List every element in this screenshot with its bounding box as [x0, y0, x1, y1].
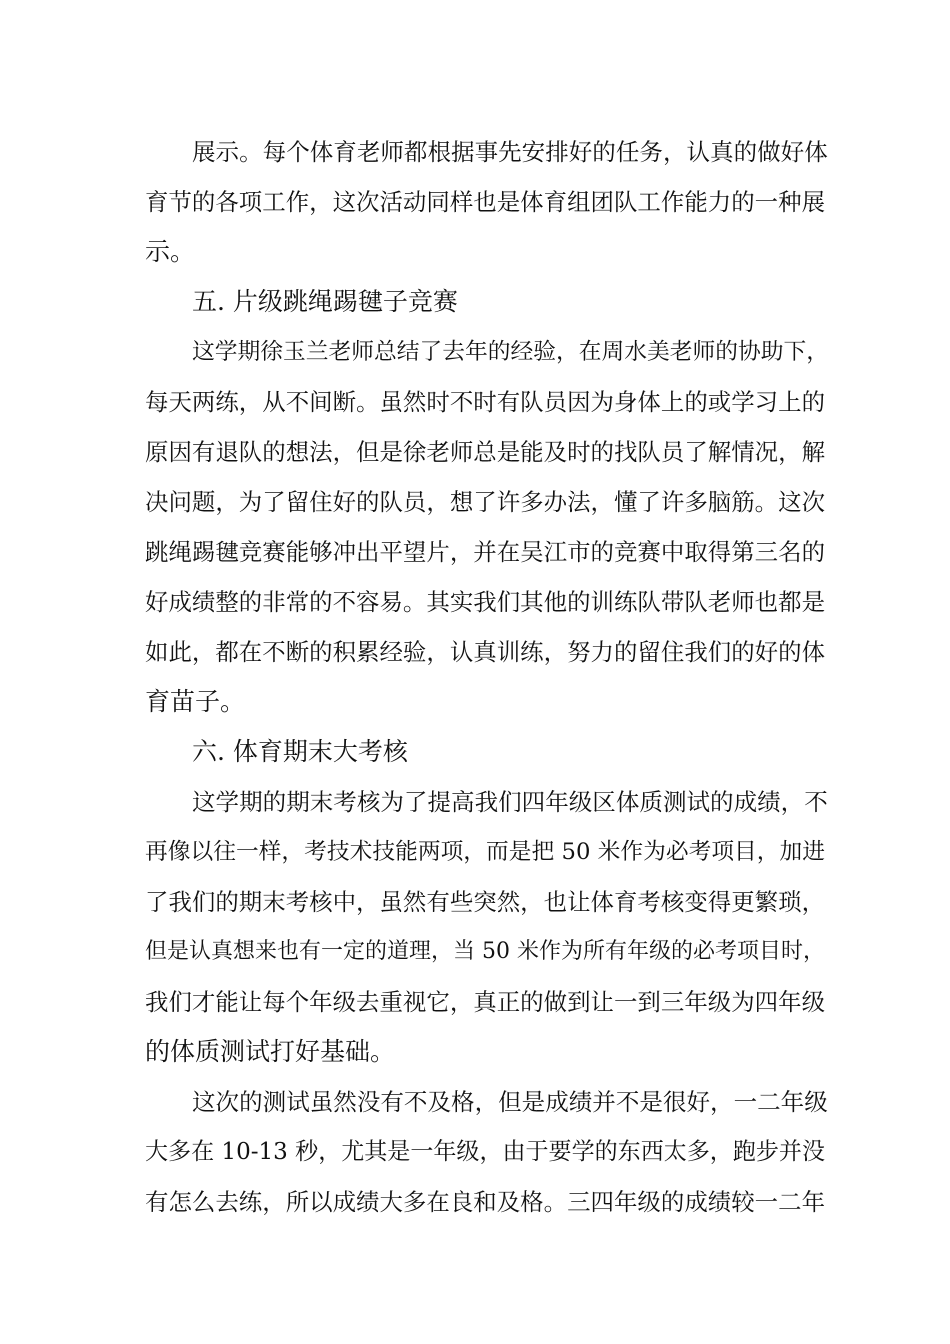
text-line: 如此，都在不断的积累经验，认真训练，努力的留住我们的好的体	[145, 638, 825, 666]
text-line: 好成绩整的非常的不容易。其实我们其他的训练队带队老师也都是	[145, 588, 825, 616]
text-line: 这学期徐玉兰老师总结了去年的经验，在周水美老师的协助下，	[192, 339, 829, 365]
text-line: 有怎么去练，所以成绩大多在良和及格。三四年级的成绩较一二年	[145, 1188, 825, 1216]
text-line: 原因有退队的想法，但是徐老师总是能及时的找队员了解情况，解	[145, 438, 825, 466]
text-line: 了我们的期末考核中，虽然有些突然，也让体育考核变得更繁琐，	[145, 888, 825, 916]
text-line: 这学期的期末考核为了提高我们四年级区体质测试的成绩，不	[192, 788, 828, 816]
text-line: 但是认真想来也有一定的道理，当 50 米作为所有年级的必考项目时，	[145, 939, 825, 964]
text-line: 每天两练，从不间断。虽然时不时有队员因为身体上的或学习上的	[145, 388, 825, 416]
text-line: 再像以往一样，考技术技能两项，而是把 50 米作为必考项目，加进	[145, 839, 825, 865]
text-line: 的体质测试打好基础。	[145, 1037, 396, 1066]
text-line: 育节的各项工作，这次活动同样也是体育组团队工作能力的一种展	[145, 188, 825, 216]
text-line: 展示。每个体育老师都根据事先安排好的任务，认真的做好体	[192, 138, 828, 166]
text-line: 这次的测试虽然没有不及格，但是成绩并不是很好，一二年级	[192, 1088, 828, 1116]
section-heading: 五. 片级跳绳踢毽子竞赛	[192, 287, 458, 316]
text-line: 大多在 10-13 秒，尤其是一年级，由于要学的东西太多，跑步并没	[145, 1139, 825, 1165]
document-body	[145, 127, 829, 1227]
text-line: 跳绳踢毽竞赛能够冲出平望片，并在吴江市的竞赛中取得第三名的	[145, 538, 825, 566]
text-line: 示。	[145, 237, 196, 266]
section-heading: 六. 体育期末大考核	[192, 737, 408, 766]
text-line: 决问题，为了留住好的队员，想了许多办法，懂了许多脑筋。这次	[145, 488, 825, 516]
text-line: 育苗子。	[145, 687, 246, 716]
text-line: 我们才能让每个年级去重视它，真正的做到让一到三年级为四年级	[145, 988, 825, 1016]
